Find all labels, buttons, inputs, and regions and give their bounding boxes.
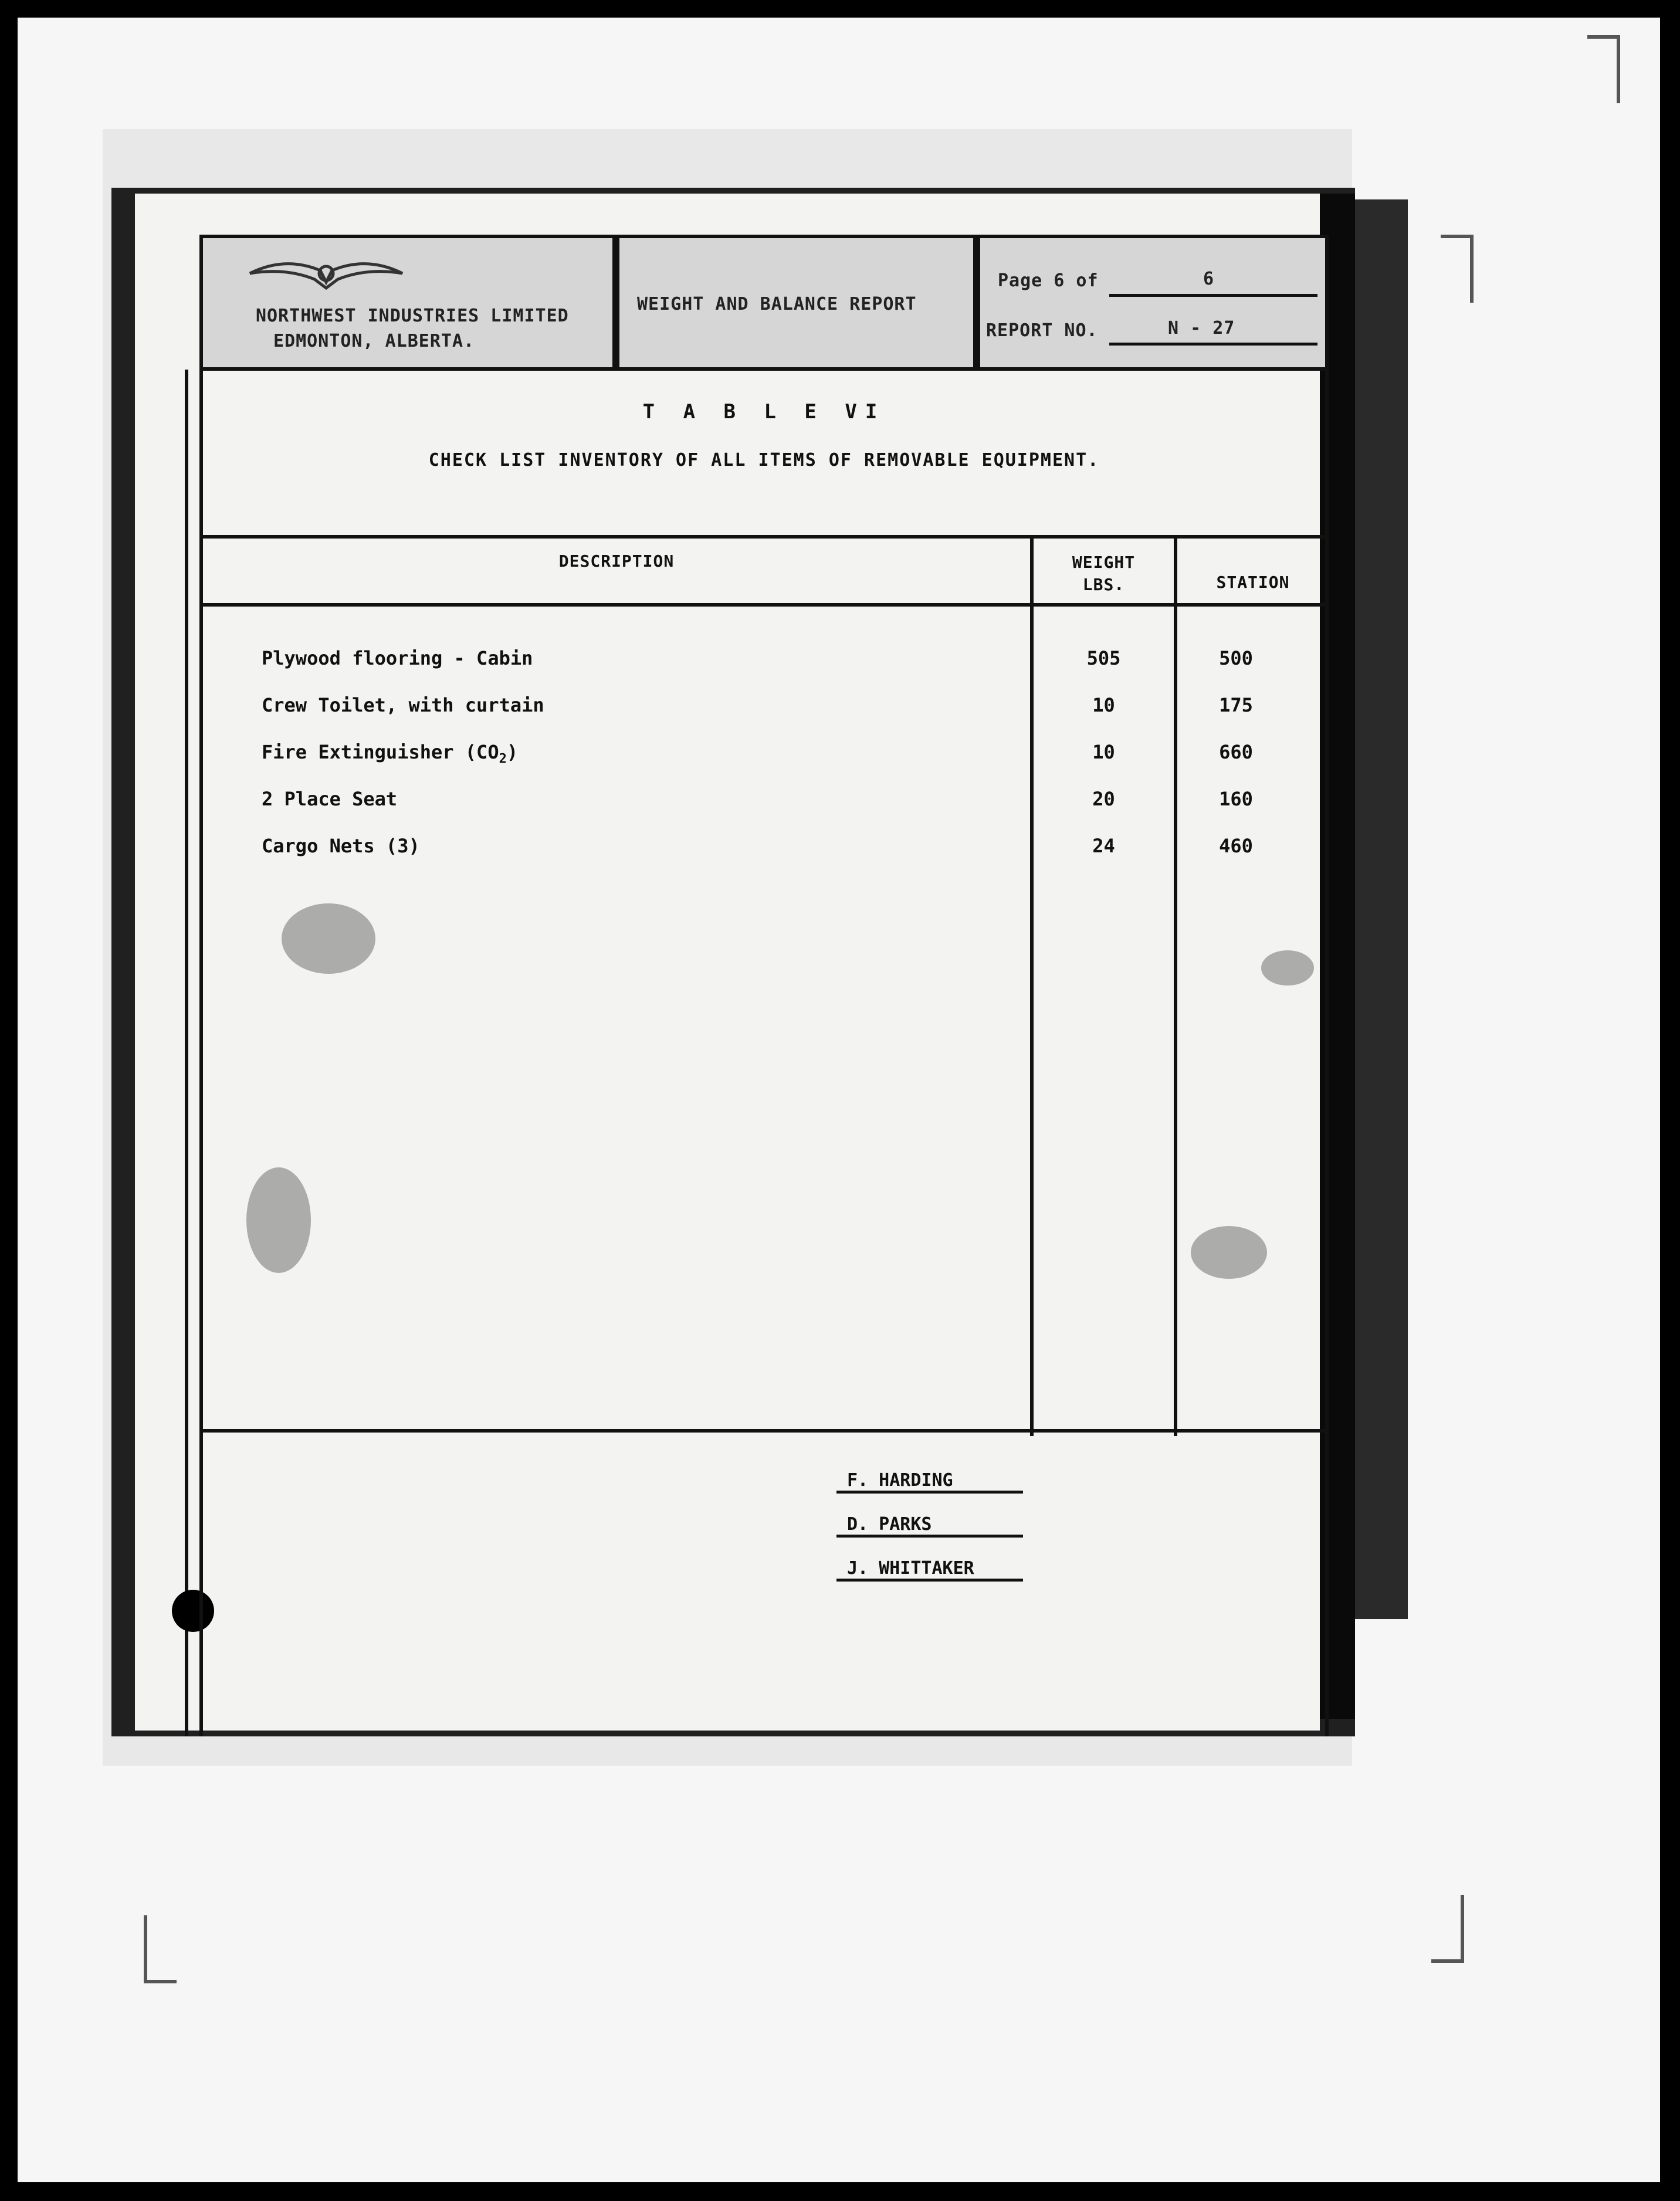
photo-speckle (1261, 950, 1314, 986)
item-weight: 10 (1092, 694, 1115, 716)
column-header-weight (1034, 551, 1174, 596)
page-label: Page 6 of (998, 270, 1099, 291)
item-station: 175 (1219, 694, 1253, 716)
photo-speckle (282, 903, 375, 974)
company-location: EDMONTON, ALBERTA. (273, 331, 475, 351)
item-description: 2 Place Seat (262, 788, 398, 810)
equipment-list-by-value: D. PARKS (836, 1514, 1023, 1538)
company-wings-logo-icon (244, 250, 408, 291)
photo-speckle (246, 1167, 311, 1273)
company-header-box (199, 235, 616, 371)
column-header-description: DESCRIPTION (558, 551, 675, 571)
table-row (203, 788, 1325, 823)
photo-speckle (1191, 1226, 1267, 1279)
item-description: Crew Toilet, with curtain (262, 694, 544, 716)
page-info-box (977, 235, 1329, 371)
weight-header-line2: LBS. (1082, 575, 1125, 594)
page-underline (1109, 294, 1317, 297)
item-description: Plywood flooring - Cabin (262, 647, 533, 669)
item-station: 500 (1219, 647, 1253, 669)
crop-mark (1441, 235, 1474, 303)
equipment-table (199, 535, 1329, 1433)
report-title: WEIGHT AND BALANCE REPORT (637, 294, 917, 314)
item-weight: 20 (1092, 788, 1115, 810)
report-no-underline (1109, 343, 1317, 346)
item-station: 460 (1219, 835, 1253, 857)
page-total: 6 (1203, 269, 1215, 289)
margin-rule (185, 370, 188, 1736)
table-row (203, 741, 1325, 776)
report-no: N - 27 (1168, 318, 1235, 338)
item-station: 160 (1219, 788, 1253, 810)
table-row (203, 694, 1325, 729)
table-title: T A B L E VI (642, 400, 886, 424)
table-row (203, 647, 1325, 682)
report-title-box (616, 235, 977, 371)
weight-header-line1: WEIGHT (1072, 553, 1136, 572)
crop-mark (1587, 35, 1620, 103)
signature-block (199, 1429, 1329, 1736)
table-heading (199, 371, 1329, 535)
column-header-station: STATION (1216, 573, 1290, 592)
item-weight: 10 (1092, 741, 1115, 763)
approved-by-value: J. WHITTAKER (836, 1558, 1023, 1582)
table-subtitle: CHECK LIST INVENTORY OF ALL ITEMS OF REMOVABLE EQUIPMENT. (428, 450, 1100, 470)
item-description: Fire Extinguisher $(CO_2)$ (262, 741, 519, 767)
crop-mark (1431, 1895, 1464, 1963)
report-no-label: REPORT NO. (986, 320, 1098, 341)
company-name: NORTHWEST INDUSTRIES LIMITED (256, 306, 569, 326)
table-row (203, 835, 1325, 870)
header-divider (203, 603, 1325, 607)
item-weight: 505 (1086, 647, 1121, 669)
weighed-by-value: F. HARDING (836, 1470, 1023, 1494)
crop-mark (144, 1915, 177, 1983)
item-weight: 24 (1092, 835, 1115, 857)
item-description: Cargo Nets (3) (262, 835, 420, 857)
item-station: 660 (1219, 741, 1253, 763)
